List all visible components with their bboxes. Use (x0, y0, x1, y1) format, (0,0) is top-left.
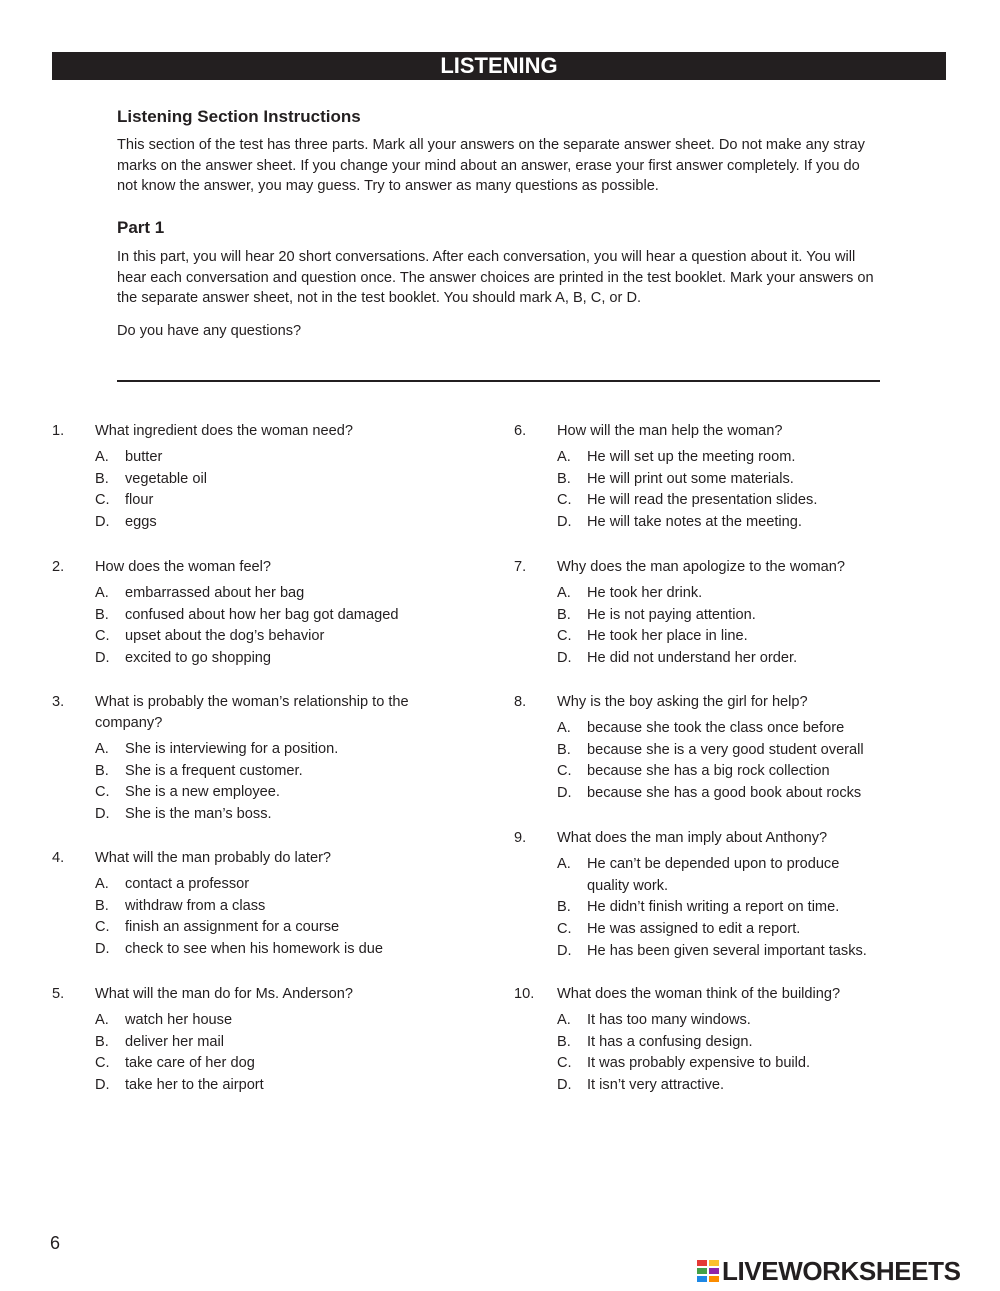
option-text: It has too many windows. (587, 1012, 751, 1028)
answer-option[interactable] (52, 917, 415, 939)
answer-options (514, 1010, 877, 1097)
option-text: He did not understand her order. (587, 650, 798, 667)
answer-options (514, 583, 877, 670)
question-10 (514, 984, 877, 1097)
answer-option[interactable] (514, 919, 877, 941)
option-text: finish an assignment for a course (125, 919, 340, 936)
answer-option[interactable] (514, 854, 877, 897)
page-number: 6 (50, 1233, 61, 1253)
option-text: He will read the presentation slides. (587, 492, 818, 509)
answer-options (52, 1010, 415, 1097)
option-text: He is not paying attention. (587, 606, 756, 623)
option-letter: B. (557, 606, 571, 623)
answer-option[interactable] (52, 804, 415, 826)
answer-options (514, 718, 877, 805)
question-text: What does the woman think of the building? (557, 986, 841, 1002)
option-text: It was probably expensive to build. (587, 1055, 811, 1072)
question-2 (52, 557, 415, 670)
option-letter: A. (95, 876, 109, 892)
option-letter: D. (95, 514, 110, 531)
answer-option[interactable] (514, 648, 877, 670)
option-text: eggs (125, 514, 157, 531)
option-text: upset about the dog’s behavior (125, 628, 325, 645)
answer-option[interactable] (514, 761, 877, 783)
question-6 (514, 421, 877, 534)
option-text: He was assigned to edit a report. (587, 921, 801, 938)
option-text: take her to the airport (125, 1077, 264, 1094)
answer-option[interactable] (514, 447, 877, 469)
answer-option[interactable] (514, 941, 877, 963)
answer-option[interactable] (52, 1032, 415, 1054)
question-text: How will the man help the woman? (557, 423, 783, 439)
option-letter: D. (95, 941, 110, 958)
answer-options (52, 447, 415, 534)
question-number: 6. (514, 423, 527, 439)
option-text: vegetable oil (125, 470, 207, 487)
answer-option[interactable] (52, 469, 415, 491)
answer-option[interactable] (514, 897, 877, 919)
answer-option[interactable] (52, 1053, 415, 1075)
option-text: withdraw from a class (125, 897, 266, 914)
question-text: Why is the boy asking the girl for help? (557, 694, 808, 710)
option-text: He took her place in line. (587, 628, 748, 645)
question-7 (514, 557, 877, 670)
answer-options (52, 874, 415, 961)
option-letter: A. (95, 585, 109, 601)
question-stem (514, 828, 877, 849)
option-letter: A. (95, 741, 109, 757)
option-letter: D. (95, 806, 110, 823)
instructions-text: This section of the test has three parts. Mark all your answers on the separate answer sheet. Do not make any stray marks on the answer sheet. If you change your mind about an answer, erase your first answer completely. If you do not know the answer, you may guess. Try to answer as many questions as possible. (117, 137, 865, 194)
answer-option[interactable] (52, 782, 415, 804)
answer-options (52, 739, 415, 826)
answer-option[interactable] (52, 490, 415, 512)
option-text: embarrassed about her bag (125, 585, 305, 601)
answer-option[interactable] (514, 740, 877, 762)
answer-option[interactable] (514, 1053, 877, 1075)
question-9 (514, 828, 877, 963)
option-letter: B. (557, 899, 571, 916)
option-text: He took her drink. (587, 585, 703, 601)
question-number: 2. (52, 559, 65, 575)
question-number: 5. (52, 986, 65, 1002)
answer-option[interactable] (52, 648, 415, 670)
logo-blocks-icon (697, 1260, 719, 1282)
option-text: check to see when his homework is due (125, 941, 383, 958)
option-text: He can’t be depended upon to produce quality work. (587, 856, 840, 894)
question-stem (514, 692, 877, 713)
option-letter: B. (557, 1033, 571, 1050)
liveworksheets-logo[interactable] (697, 1258, 961, 1284)
answer-option[interactable] (514, 1032, 877, 1054)
question-stem (52, 421, 415, 442)
option-letter: B. (557, 470, 571, 487)
question-text: What ingredient does the woman need? (95, 423, 353, 439)
answer-option[interactable] (514, 1010, 877, 1032)
question-number: 10. (514, 986, 535, 1002)
question-stem (514, 421, 877, 442)
answer-option[interactable] (52, 1010, 415, 1032)
question-stem (52, 557, 415, 578)
option-text: because she took the class once before (587, 720, 845, 736)
answer-options (514, 447, 877, 534)
option-text: flour (125, 492, 154, 509)
question-number: 1. (52, 423, 65, 439)
option-letter: C. (95, 628, 110, 645)
answer-option[interactable] (514, 718, 877, 740)
option-letter: A. (95, 449, 109, 465)
question-stem (52, 984, 415, 1005)
option-text: take care of her dog (125, 1055, 255, 1072)
option-text: She is the man’s boss. (125, 806, 272, 823)
option-text: excited to go shopping (125, 650, 272, 667)
option-text: She is a new employee. (125, 784, 280, 801)
question-4 (52, 848, 415, 961)
option-letter: B. (95, 470, 109, 487)
question-stem (514, 984, 877, 1005)
part1-title: Part 1 (117, 218, 165, 237)
option-letter: C. (557, 1055, 572, 1072)
option-letter: D. (557, 1077, 572, 1094)
option-text: butter (125, 449, 163, 465)
question-text: What will the man do for Ms. Anderson? (95, 986, 353, 1002)
option-letter: A. (557, 585, 571, 601)
answer-options (52, 583, 415, 670)
option-letter: D. (95, 1077, 110, 1094)
option-letter: A. (557, 856, 571, 872)
answer-option[interactable] (52, 896, 415, 918)
option-text: because she has a big rock collection (587, 763, 830, 780)
answer-option[interactable] (514, 1075, 877, 1097)
answer-option[interactable] (514, 783, 877, 805)
question-text: Why does the man apologize to the woman? (557, 559, 845, 575)
option-letter: C. (557, 492, 572, 509)
answer-option[interactable] (52, 447, 415, 469)
option-letter: B. (557, 741, 571, 758)
option-letter: A. (95, 1012, 109, 1028)
question-text: What does the man imply about Anthony? (557, 830, 828, 846)
option-text: It has a confusing design. (587, 1033, 753, 1050)
option-text: deliver her mail (125, 1033, 224, 1050)
question-stem (52, 848, 415, 869)
question-5 (52, 984, 415, 1097)
question-8 (514, 692, 877, 805)
option-text: It isn’t very attractive. (587, 1077, 725, 1094)
instructions-title: Listening Section Instructions (117, 107, 361, 126)
answer-option[interactable] (52, 1075, 415, 1097)
logo-text: LIVEWORKSHEETS (722, 1256, 961, 1286)
answer-options (514, 854, 877, 963)
option-letter: C. (95, 784, 110, 801)
answer-option[interactable] (514, 583, 877, 605)
question-text: What is probably the woman’s relationship to the company? (95, 694, 409, 731)
option-text: He has been given several important tasks. (587, 942, 867, 959)
option-text: because she is a very good student overall (587, 741, 864, 758)
question-stem (52, 692, 415, 734)
option-letter: D. (557, 514, 572, 531)
option-letter: A. (557, 720, 571, 736)
option-text: She is a frequent customer. (125, 762, 303, 779)
option-text: He will set up the meeting room. (587, 449, 796, 465)
option-letter: C. (95, 1055, 110, 1072)
option-letter: B. (95, 897, 109, 914)
answer-option[interactable] (52, 874, 415, 896)
option-letter: D. (557, 942, 572, 959)
section-banner: LISTENING (52, 52, 946, 80)
option-letter: A. (557, 1012, 571, 1028)
option-text: She is interviewing for a position. (125, 741, 339, 757)
answer-option[interactable] (52, 761, 415, 783)
option-text: watch her house (125, 1012, 233, 1028)
question-stem (514, 557, 877, 578)
option-text: confused about how her bag got damaged (125, 606, 399, 623)
option-text: He didn’t finish writing a report on time. (587, 899, 840, 916)
option-text: He will print out some materials. (587, 470, 794, 487)
answer-option[interactable] (52, 583, 415, 605)
part1-prompt: Do you have any questions? (117, 323, 302, 339)
question-3 (52, 692, 415, 826)
option-letter: C. (557, 921, 572, 938)
answer-option[interactable] (52, 739, 415, 761)
answer-option[interactable] (52, 605, 415, 627)
part1-text: In this part, you will hear 20 short conversations. After each conversation, you will hear a question about it. You will hear each conversation and question once. The answer choices are printed in the test booklet. Mark your answers on the separate answer sheet, not in the test booklet. You should mark A, B, C, or D. (117, 249, 874, 306)
question-number: 4. (52, 850, 65, 866)
question-text: What will the man probably do later? (95, 850, 332, 866)
answer-option[interactable] (52, 626, 415, 648)
question-1 (52, 421, 415, 534)
option-letter: C. (557, 763, 572, 780)
question-number: 9. (514, 830, 527, 846)
question-number: 3. (52, 694, 65, 710)
option-letter: B. (95, 762, 109, 779)
option-letter: D. (557, 785, 572, 802)
option-letter: C. (95, 492, 110, 509)
option-text: because she has a good book about rocks (587, 785, 862, 802)
question-number: 7. (514, 559, 527, 575)
option-letter: D. (95, 650, 110, 667)
option-text: He will take notes at the meeting. (587, 514, 802, 531)
option-letter: B. (95, 1033, 109, 1050)
section-divider (117, 380, 880, 382)
answer-option[interactable] (514, 605, 877, 627)
option-letter: B. (95, 606, 109, 623)
option-letter: D. (557, 650, 572, 667)
option-text: contact a professor (125, 876, 250, 892)
question-text: How does the woman feel? (95, 559, 272, 575)
option-letter: C. (557, 628, 572, 645)
answer-option[interactable] (514, 512, 877, 534)
option-letter: A. (557, 449, 571, 465)
question-number: 8. (514, 694, 527, 710)
answer-option[interactable] (514, 469, 877, 491)
option-letter: C. (95, 919, 110, 936)
answer-option[interactable] (52, 939, 415, 961)
answer-option[interactable] (52, 512, 415, 534)
answer-option[interactable] (514, 490, 877, 512)
answer-option[interactable] (514, 626, 877, 648)
